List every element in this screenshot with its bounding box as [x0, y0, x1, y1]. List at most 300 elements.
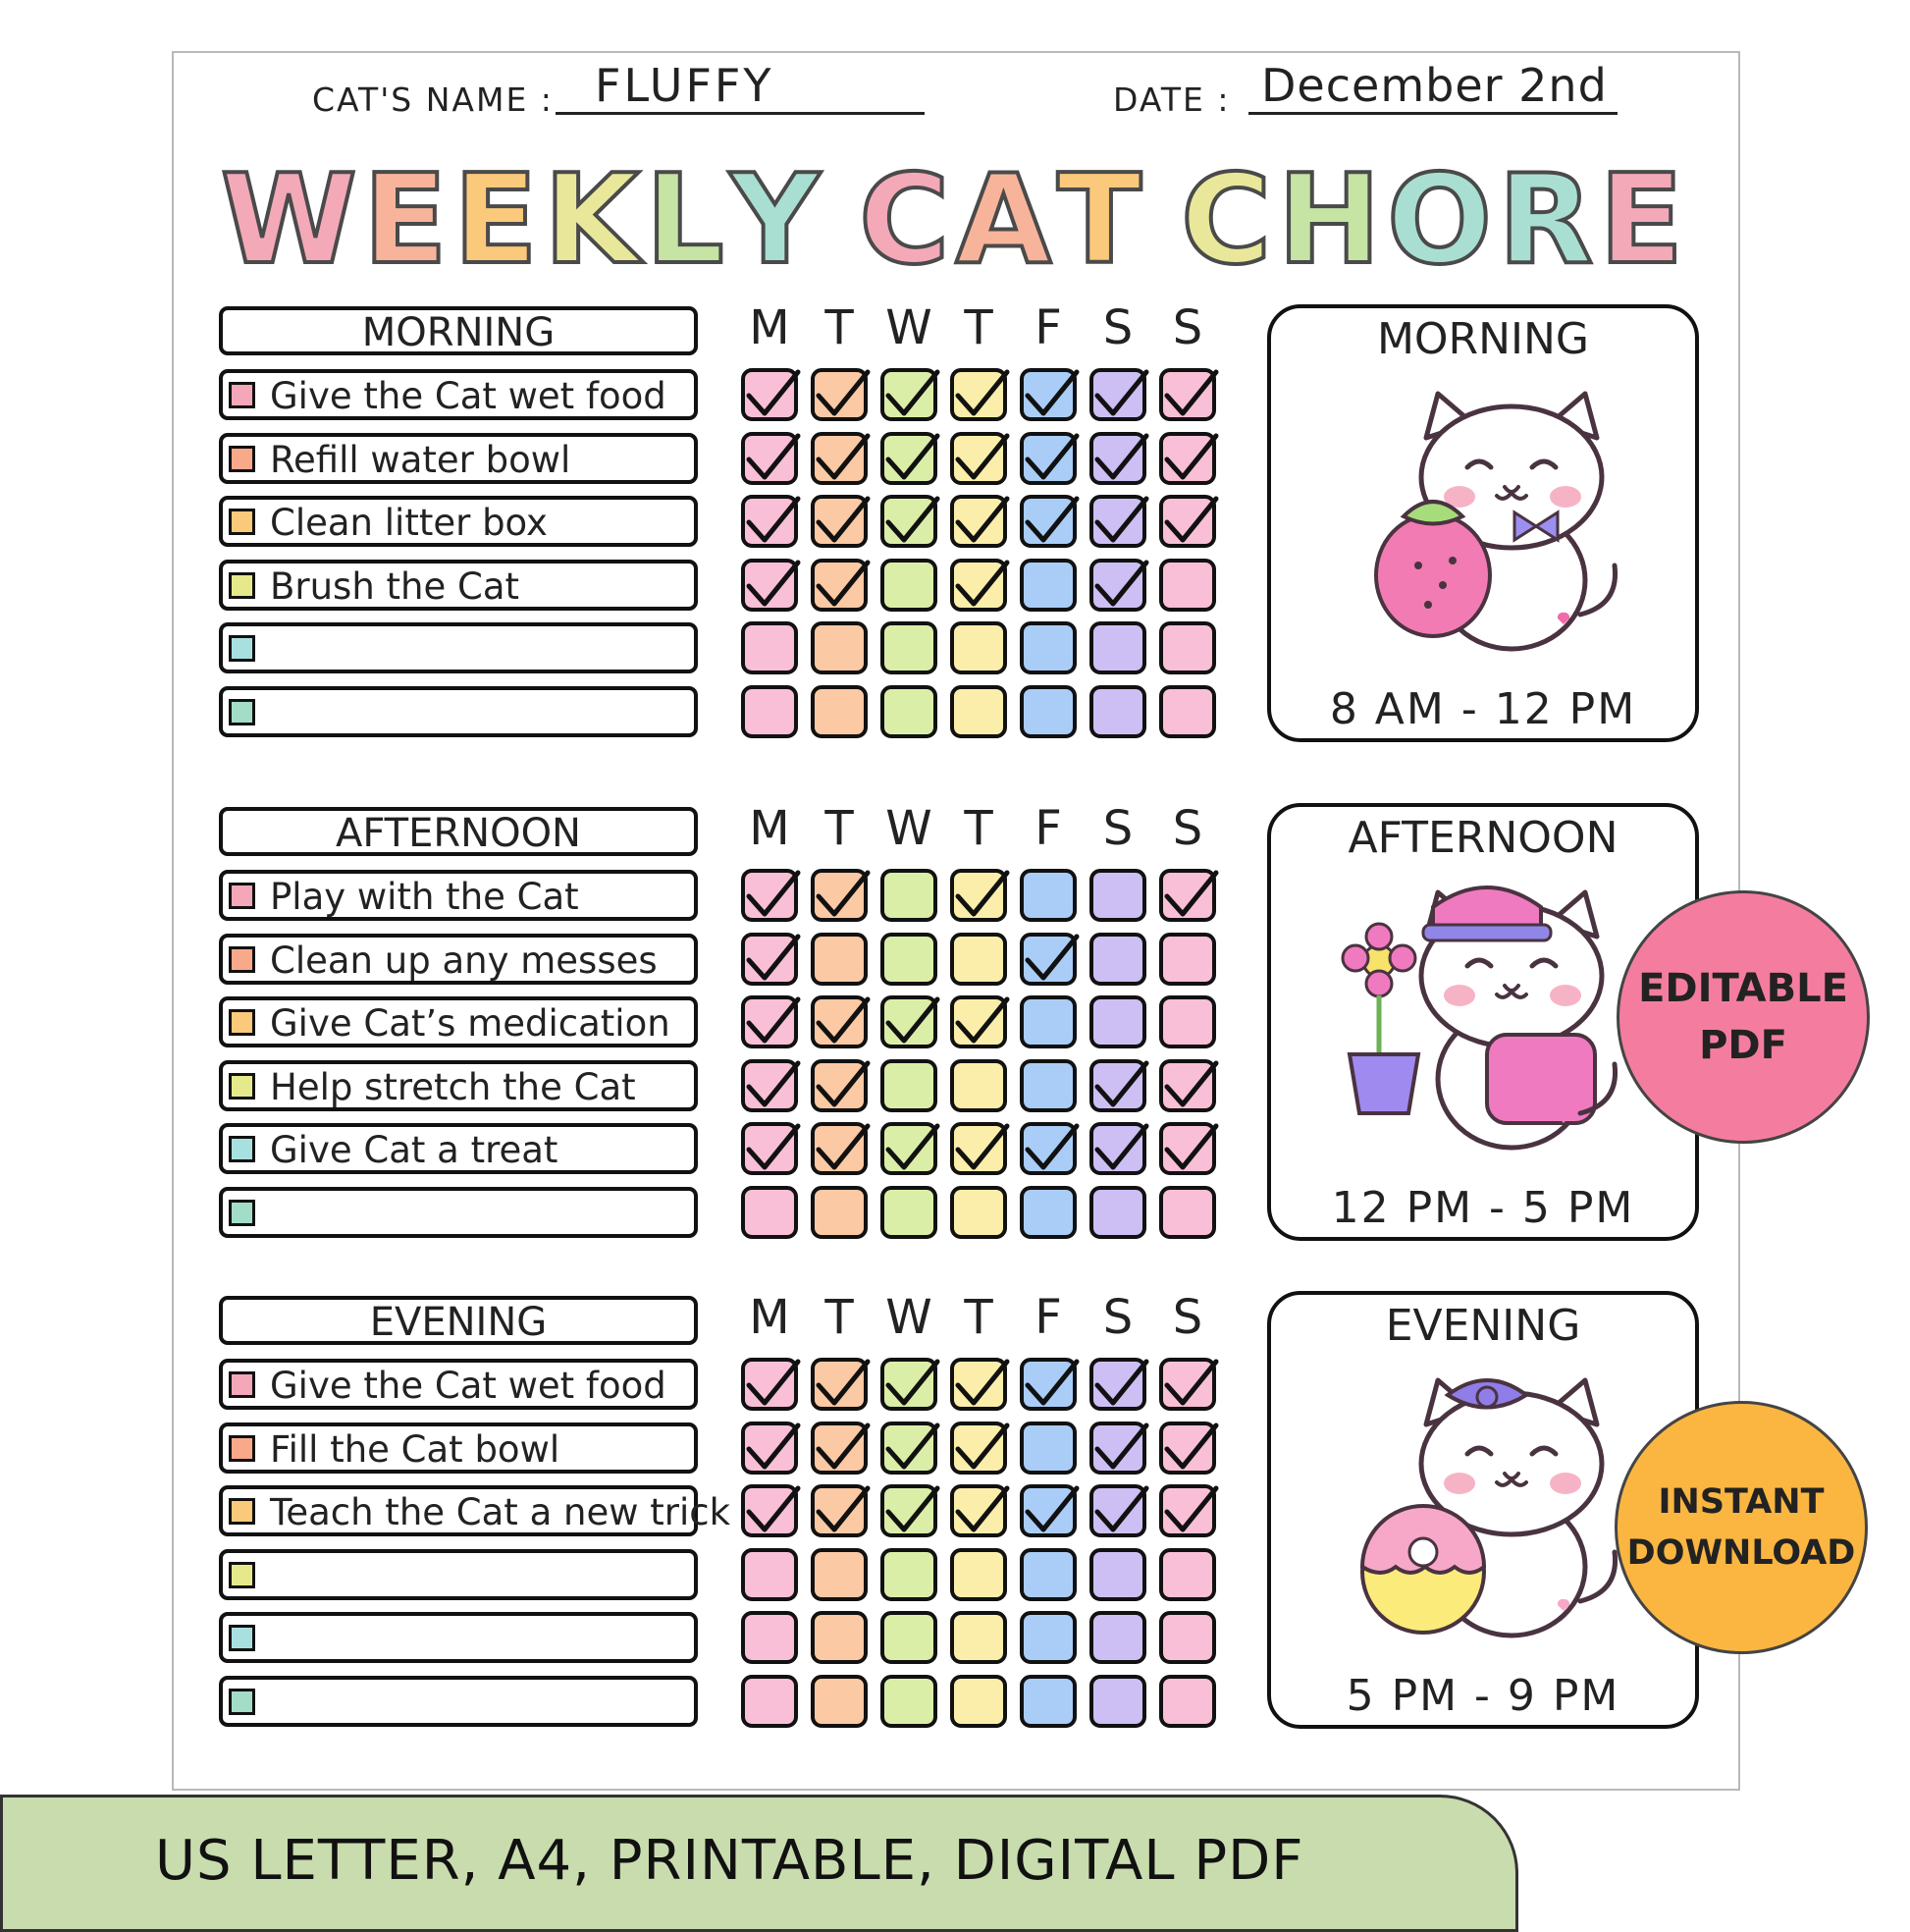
checkbox-empty[interactable]	[1020, 621, 1077, 674]
weekday-label: F	[1035, 801, 1062, 856]
checkbox-checked[interactable]	[1159, 368, 1216, 421]
editable-badge-line2: PDF	[1699, 1023, 1787, 1068]
checkmark-icon	[813, 867, 872, 926]
checkmark-icon	[813, 1482, 872, 1541]
task-color-square	[229, 635, 255, 662]
checkbox-checked[interactable]	[741, 368, 798, 421]
title-letter: A	[955, 147, 1058, 292]
panel-title: AFTERNOON	[1348, 813, 1618, 863]
checkbox-empty[interactable]	[811, 685, 868, 738]
date-underline	[1248, 112, 1618, 115]
checkbox-empty[interactable]	[880, 1186, 937, 1239]
checkbox-empty[interactable]	[811, 933, 868, 986]
checkmark-icon	[743, 867, 802, 926]
task-label[interactable]: Help stretch the Cat	[270, 1065, 636, 1108]
checkmark-icon	[1022, 1482, 1081, 1541]
checkmark-icon	[952, 493, 1011, 552]
checkbox-empty[interactable]	[880, 1059, 937, 1112]
checkmark-icon	[1091, 1356, 1150, 1415]
task-row[interactable]	[219, 686, 698, 737]
checkmark-icon	[743, 557, 802, 616]
task-label[interactable]: Give the Cat wet food	[270, 1365, 666, 1407]
checkbox-checked[interactable]	[1089, 1059, 1146, 1112]
task-color-square	[229, 446, 255, 472]
checkbox-empty[interactable]	[950, 621, 1007, 674]
checkbox-checked[interactable]	[950, 1122, 1007, 1175]
weekday-label: W	[885, 1290, 932, 1345]
checkmark-icon	[743, 430, 802, 489]
checkbox-checked[interactable]	[741, 1122, 798, 1175]
task-label[interactable]: Fill the Cat bowl	[270, 1427, 560, 1471]
checkbox-empty[interactable]	[1089, 1611, 1146, 1664]
checkbox-empty[interactable]	[1020, 1059, 1077, 1112]
weekday-label: T	[964, 801, 993, 856]
weekday-label: S	[1172, 300, 1203, 355]
checkmark-icon	[743, 1356, 802, 1415]
checkmark-icon	[952, 1482, 1011, 1541]
task-color-square	[229, 1562, 255, 1588]
checkbox-empty[interactable]	[1020, 559, 1077, 612]
weekday-label: S	[1102, 801, 1134, 856]
task-row[interactable]	[219, 433, 698, 484]
checkbox-checked[interactable]	[811, 432, 868, 485]
checkbox-checked[interactable]	[1089, 559, 1146, 612]
checkmark-icon	[813, 1057, 872, 1116]
task-row[interactable]	[219, 1549, 698, 1600]
checkbox-empty[interactable]	[741, 1675, 798, 1728]
panel-time-range: 12 PM - 5 PM	[1331, 1183, 1635, 1233]
task-row[interactable]	[219, 1187, 698, 1238]
checkbox-empty[interactable]	[1020, 869, 1077, 922]
checkbox-empty[interactable]	[1020, 685, 1077, 738]
checkbox-empty[interactable]	[1159, 933, 1216, 986]
checkbox-empty[interactable]	[811, 1675, 868, 1728]
checkmark-icon	[813, 430, 872, 489]
task-color-square	[229, 1200, 255, 1226]
task-label[interactable]: Give Cat’s medication	[270, 1002, 670, 1045]
checkmark-icon	[952, 1420, 1011, 1478]
checkbox-checked[interactable]	[950, 495, 1007, 548]
task-row[interactable]	[219, 1060, 698, 1111]
checkbox-empty[interactable]	[1020, 1422, 1077, 1475]
checkbox-checked[interactable]	[1020, 432, 1077, 485]
checkbox-empty[interactable]	[950, 685, 1007, 738]
checkmark-icon	[1161, 1420, 1220, 1478]
weekday-label: T	[824, 300, 854, 355]
task-row[interactable]	[219, 1485, 731, 1536]
checkbox-empty[interactable]	[811, 1548, 868, 1601]
format-banner	[0, 1795, 1518, 1932]
checkmark-icon	[1091, 557, 1150, 616]
task-row[interactable]	[219, 1422, 698, 1474]
weekday-label: S	[1172, 801, 1203, 856]
task-color-square	[229, 699, 255, 725]
title-letter: R	[1498, 147, 1600, 292]
checkmark-icon	[1161, 366, 1220, 425]
title-letter: T	[1057, 147, 1148, 292]
task-color-square	[229, 1498, 255, 1525]
checkbox-checked[interactable]	[950, 368, 1007, 421]
checkbox-checked[interactable]	[1159, 1422, 1216, 1475]
title-letter: W	[220, 147, 363, 292]
section-heading: AFTERNOON	[219, 807, 698, 856]
checkbox-empty[interactable]	[1159, 559, 1216, 612]
checkmark-icon	[952, 1120, 1011, 1179]
task-color-square	[229, 1136, 255, 1162]
checkbox-checked[interactable]	[880, 995, 937, 1048]
checkbox-checked[interactable]	[811, 869, 868, 922]
task-row[interactable]	[219, 1612, 698, 1663]
checkmark-icon	[952, 867, 1011, 926]
checkbox-empty[interactable]	[950, 1059, 1007, 1112]
checkbox-checked[interactable]	[880, 432, 937, 485]
checkmark-icon	[1161, 1356, 1220, 1415]
checkbox-empty[interactable]	[741, 1611, 798, 1664]
checkbox-checked[interactable]	[1089, 368, 1146, 421]
weekday-label: S	[1172, 1290, 1203, 1345]
checkmark-icon	[743, 931, 802, 990]
checkmark-icon	[813, 1420, 872, 1478]
checkbox-checked[interactable]	[1159, 432, 1216, 485]
task-label[interactable]: Play with the Cat	[270, 876, 579, 918]
title-letter: E	[452, 147, 544, 292]
checkbox-empty[interactable]	[880, 1548, 937, 1601]
date-label: DATE :	[1113, 80, 1231, 119]
checkbox-checked[interactable]	[1020, 933, 1077, 986]
task-color-square	[229, 382, 255, 408]
checkbox-checked[interactable]	[741, 869, 798, 922]
checkmark-icon	[1161, 493, 1220, 552]
checkbox-checked[interactable]	[1159, 1059, 1216, 1112]
weekday-label: W	[885, 300, 932, 355]
checkbox-checked[interactable]	[1089, 1422, 1146, 1475]
checkmark-icon	[1091, 366, 1150, 425]
task-row[interactable]	[219, 496, 698, 547]
checkbox-empty[interactable]	[741, 685, 798, 738]
checkmark-icon	[882, 1482, 941, 1541]
task-color-square	[229, 1689, 255, 1715]
checkbox-empty[interactable]	[1159, 621, 1216, 674]
checkmark-icon	[952, 430, 1011, 489]
checkbox-checked[interactable]	[1089, 495, 1146, 548]
weekday-header	[741, 801, 1227, 860]
checkmark-icon	[1091, 1120, 1150, 1179]
checkmark-icon	[1022, 1120, 1081, 1179]
checkbox-checked[interactable]	[950, 559, 1007, 612]
editable-badge-line1: EDITABLE	[1638, 966, 1848, 1011]
weekday-label: M	[749, 300, 790, 355]
checkmark-icon	[813, 1356, 872, 1415]
checkmark-icon	[813, 993, 872, 1052]
checkmark-icon	[813, 366, 872, 425]
checkmark-icon	[882, 1356, 941, 1415]
checkbox-empty[interactable]	[1020, 1548, 1077, 1601]
checkbox-checked[interactable]	[1020, 495, 1077, 548]
checkmark-icon	[1161, 430, 1220, 489]
checkbox-checked[interactable]	[1159, 869, 1216, 922]
task-row[interactable]	[219, 1676, 698, 1727]
task-color-square	[229, 1371, 255, 1398]
weekday-label: S	[1102, 300, 1134, 355]
checkbox-empty[interactable]	[880, 621, 937, 674]
weekday-label: T	[824, 1290, 854, 1345]
checkmark-icon	[882, 493, 941, 552]
checkbox-checked[interactable]	[811, 559, 868, 612]
checkbox-empty[interactable]	[880, 869, 937, 922]
checkbox-checked[interactable]	[880, 1484, 937, 1537]
checkmark-icon	[1091, 430, 1150, 489]
checkbox-empty[interactable]	[1020, 995, 1077, 1048]
weekday-label: M	[749, 1290, 790, 1345]
checkmark-icon	[813, 1120, 872, 1179]
checkmark-icon	[882, 366, 941, 425]
title-letter: K	[543, 147, 646, 292]
title-letter: C	[1181, 147, 1278, 292]
format-banner-text: US LETTER, A4, PRINTABLE, DIGITAL PDF	[155, 1829, 1304, 1893]
checkmark-icon	[743, 366, 802, 425]
weekday-label: T	[964, 1290, 993, 1345]
checkbox-empty[interactable]	[880, 1675, 937, 1728]
checkmark-icon	[1091, 1057, 1150, 1116]
checkmark-icon	[1091, 1482, 1150, 1541]
checkbox-empty[interactable]	[880, 685, 937, 738]
checkbox-empty[interactable]	[1159, 1675, 1216, 1728]
time-panel-morning	[1267, 304, 1699, 742]
checkbox-empty[interactable]	[950, 1611, 1007, 1664]
checkbox-empty[interactable]	[811, 1186, 868, 1239]
checkbox-checked[interactable]	[811, 1358, 868, 1411]
checkmark-icon	[882, 993, 941, 1052]
section-heading: EVENING	[219, 1296, 698, 1345]
panel-title: EVENING	[1385, 1301, 1581, 1351]
task-row[interactable]	[219, 622, 698, 673]
checkbox-empty[interactable]	[880, 933, 937, 986]
cat-name-underline	[556, 112, 925, 115]
checkbox-checked[interactable]	[1020, 1122, 1077, 1175]
date-field[interactable]: December 2nd	[1261, 59, 1608, 112]
checkbox-checked[interactable]	[950, 1484, 1007, 1537]
checkbox-checked[interactable]	[741, 995, 798, 1048]
checkbox-checked[interactable]	[1020, 368, 1077, 421]
checkbox-empty[interactable]	[1159, 995, 1216, 1048]
checkbox-checked[interactable]	[741, 1059, 798, 1112]
checkbox-checked[interactable]	[1159, 1358, 1216, 1411]
task-row[interactable]	[219, 560, 698, 611]
checkmark-icon	[1022, 366, 1081, 425]
checkmark-icon	[743, 1120, 802, 1179]
checkbox-empty[interactable]	[1089, 1548, 1146, 1601]
checkbox-checked[interactable]	[1159, 1484, 1216, 1537]
checkmark-icon	[743, 1057, 802, 1116]
checkmark-icon	[952, 1356, 1011, 1415]
checkbox-empty[interactable]	[880, 1611, 937, 1664]
checkbox-empty[interactable]	[1089, 1675, 1146, 1728]
checkbox-empty[interactable]	[1089, 685, 1146, 738]
checkbox-checked[interactable]	[1089, 432, 1146, 485]
checkmark-icon	[1161, 1482, 1220, 1541]
checkbox-checked[interactable]	[1159, 1122, 1216, 1175]
checkbox-empty[interactable]	[950, 1548, 1007, 1601]
checkmark-icon	[952, 557, 1011, 616]
checkbox-checked[interactable]	[811, 1484, 868, 1537]
task-row[interactable]	[219, 996, 698, 1047]
weekday-label: S	[1102, 1290, 1134, 1345]
section-heading: MORNING	[219, 306, 698, 355]
task-color-square	[229, 946, 255, 973]
checkmark-icon	[743, 993, 802, 1052]
checkmark-icon	[813, 557, 872, 616]
checkbox-empty[interactable]	[1089, 933, 1146, 986]
checkmark-icon	[882, 1120, 941, 1179]
checkbox-empty[interactable]	[880, 559, 937, 612]
checkbox-empty[interactable]	[741, 621, 798, 674]
weekday-label: M	[749, 801, 790, 856]
task-row[interactable]	[219, 870, 698, 921]
checkbox-checked[interactable]	[741, 432, 798, 485]
task-row[interactable]	[219, 369, 698, 420]
checkbox-checked[interactable]	[741, 933, 798, 986]
checkmark-icon	[743, 493, 802, 552]
checkmark-icon	[1091, 493, 1150, 552]
checkbox-empty[interactable]	[811, 1611, 868, 1664]
instant-badge-line2: DOWNLOAD	[1626, 1533, 1856, 1573]
weekday-label: T	[824, 801, 854, 856]
task-row[interactable]	[219, 1359, 698, 1410]
checkbox-checked[interactable]	[880, 495, 937, 548]
title-letter: E	[362, 147, 453, 292]
checkbox-empty[interactable]	[1089, 995, 1146, 1048]
task-label[interactable]: Give Cat a treat	[270, 1129, 558, 1171]
task-label[interactable]: Brush the Cat	[270, 564, 520, 608]
panel-time-range: 8 AM - 12 PM	[1329, 684, 1637, 734]
checkmark-icon	[882, 1420, 941, 1478]
task-label[interactable]: Clean up any messes	[270, 939, 658, 982]
checkbox-checked[interactable]	[950, 1358, 1007, 1411]
checkbox-checked[interactable]	[811, 368, 868, 421]
checkbox-checked[interactable]	[880, 1122, 937, 1175]
editable-pdf-badge	[1617, 890, 1870, 1144]
checkbox-empty[interactable]	[1089, 869, 1146, 922]
checkbox-checked[interactable]	[1159, 495, 1216, 548]
task-color-square	[229, 1073, 255, 1100]
checkbox-empty[interactable]	[1020, 1611, 1077, 1664]
task-row[interactable]	[219, 1123, 698, 1174]
instant-badge-line1: INSTANT	[1658, 1482, 1825, 1522]
checkmark-icon	[1022, 430, 1081, 489]
checkbox-checked[interactable]	[1089, 1484, 1146, 1537]
checkbox-empty[interactable]	[811, 621, 868, 674]
checkbox-checked[interactable]	[741, 1484, 798, 1537]
checkmark-icon	[1022, 493, 1081, 552]
weekday-label: T	[964, 300, 993, 355]
task-label[interactable]: Teach the Cat a new trick	[270, 1491, 731, 1533]
checkbox-empty[interactable]	[950, 1675, 1007, 1728]
title-letter: H	[1277, 147, 1387, 292]
weekday-label: F	[1035, 1290, 1062, 1345]
weekday-label: F	[1035, 300, 1062, 355]
checkbox-empty[interactable]	[950, 933, 1007, 986]
task-color-square	[229, 1009, 255, 1036]
weekday-header	[741, 300, 1227, 359]
checkbox-checked[interactable]	[880, 368, 937, 421]
cat-name-label: CAT'S NAME :	[312, 80, 554, 119]
instant-download-badge	[1615, 1401, 1868, 1654]
checkbox-checked[interactable]	[1089, 1122, 1146, 1175]
checkbox-checked[interactable]	[811, 1122, 868, 1175]
title-letter: O	[1386, 147, 1499, 292]
checkbox-empty[interactable]	[1089, 1186, 1146, 1239]
checkbox-checked[interactable]	[811, 995, 868, 1048]
checkbox-checked[interactable]	[811, 495, 868, 548]
task-row[interactable]	[219, 934, 698, 985]
checkbox-empty[interactable]	[741, 1186, 798, 1239]
checkbox-checked[interactable]	[880, 1358, 937, 1411]
task-color-square	[229, 509, 255, 535]
checkmark-icon	[1161, 867, 1220, 926]
checkbox-empty[interactable]	[1089, 621, 1146, 674]
cat-name-field[interactable]: FLUFFY	[595, 59, 774, 112]
checkmark-icon	[1022, 1356, 1081, 1415]
checkmark-icon	[1161, 1057, 1220, 1116]
task-label[interactable]: Give the Cat wet food	[270, 375, 666, 417]
checkbox-checked[interactable]	[950, 432, 1007, 485]
checkbox-checked[interactable]	[741, 1422, 798, 1475]
checkbox-empty[interactable]	[1159, 1186, 1216, 1239]
task-color-square	[229, 1625, 255, 1651]
checkmark-icon	[1022, 931, 1081, 990]
checkmark-icon	[813, 493, 872, 552]
checkmark-icon	[1161, 1120, 1220, 1179]
checkbox-empty[interactable]	[1159, 685, 1216, 738]
checkbox-checked[interactable]	[741, 559, 798, 612]
checkbox-checked[interactable]	[950, 869, 1007, 922]
checkbox-empty[interactable]	[1020, 1186, 1077, 1239]
task-color-square	[229, 883, 255, 909]
checkbox-empty[interactable]	[1020, 1675, 1077, 1728]
checkbox-checked[interactable]	[1020, 1484, 1077, 1537]
checkbox-checked[interactable]	[1020, 1358, 1077, 1411]
task-label[interactable]: Refill water bowl	[270, 438, 571, 481]
checkbox-checked[interactable]	[811, 1059, 868, 1112]
checkmark-icon	[952, 993, 1011, 1052]
checkbox-checked[interactable]	[741, 495, 798, 548]
checkbox-checked[interactable]	[1089, 1358, 1146, 1411]
panel-time-range: 5 PM - 9 PM	[1346, 1671, 1620, 1721]
checkbox-checked[interactable]	[741, 1358, 798, 1411]
checkbox-checked[interactable]	[950, 1422, 1007, 1475]
weekday-header	[741, 1290, 1227, 1349]
panel-title: MORNING	[1376, 314, 1590, 364]
checkmark-icon	[882, 430, 941, 489]
checkbox-checked[interactable]	[880, 1422, 937, 1475]
checkbox-empty[interactable]	[950, 1186, 1007, 1239]
checkbox-checked[interactable]	[950, 995, 1007, 1048]
checkbox-empty[interactable]	[741, 1548, 798, 1601]
checkbox-checked[interactable]	[811, 1422, 868, 1475]
task-color-square	[229, 572, 255, 599]
task-label[interactable]: Clean litter box	[270, 502, 548, 544]
checkmark-icon	[743, 1482, 802, 1541]
title-letter: C	[859, 147, 956, 292]
task-color-square	[229, 1435, 255, 1462]
checkmark-icon	[1091, 1420, 1150, 1478]
title-letter: E	[1599, 147, 1690, 292]
checkbox-empty[interactable]	[1159, 1611, 1216, 1664]
checkbox-empty[interactable]	[1159, 1548, 1216, 1601]
checkmark-icon	[952, 366, 1011, 425]
checkmark-icon	[743, 1420, 802, 1478]
weekday-label: W	[885, 801, 932, 856]
